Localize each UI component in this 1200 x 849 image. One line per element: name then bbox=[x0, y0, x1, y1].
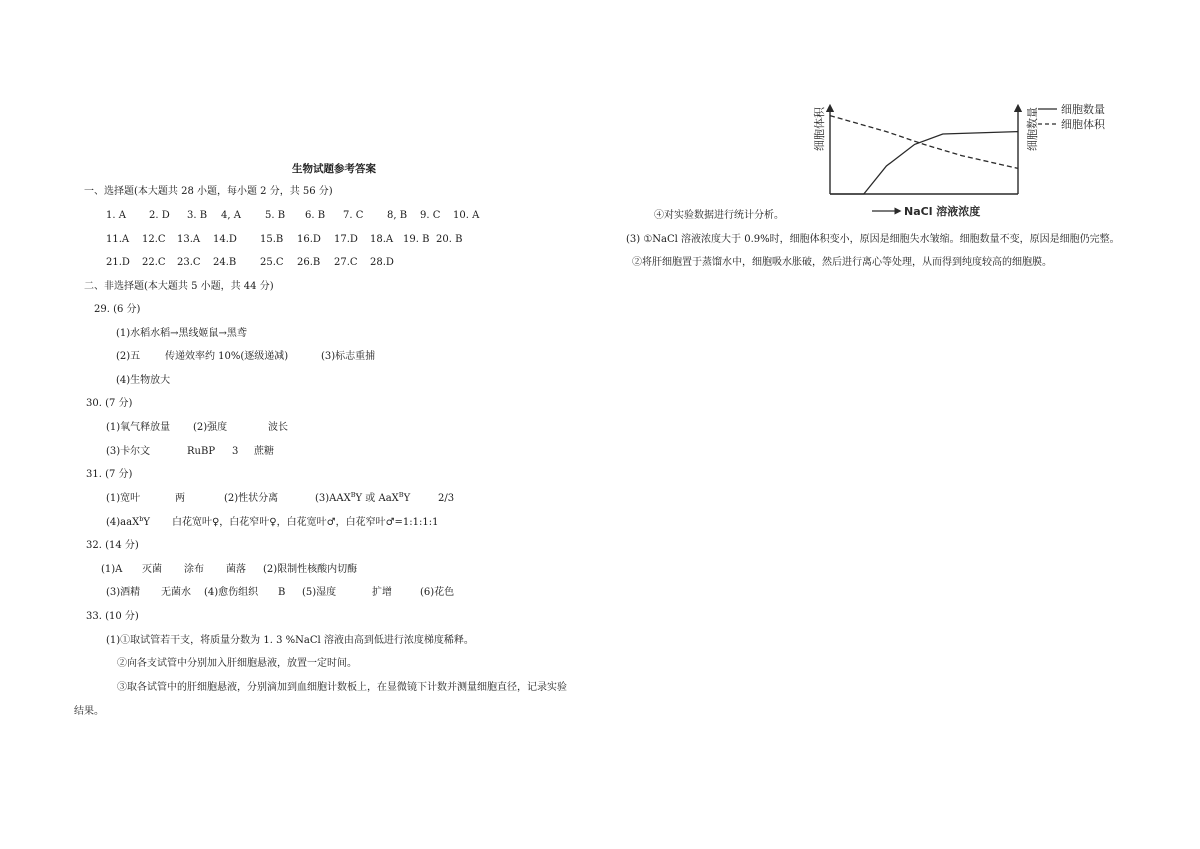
q32-line2-d: B bbox=[278, 587, 286, 598]
mc-answer: 22.C bbox=[142, 257, 166, 268]
q29-line2-b: 传递效率约 10%(逐级递减) bbox=[165, 351, 289, 362]
series-cell-count-line bbox=[830, 132, 1018, 194]
mc-answer: 20. B bbox=[436, 234, 463, 245]
mc-answer: 13.A bbox=[177, 234, 201, 245]
section1-heading: 一、选择题(本大题共 28 小题，每小题 2 分，共 56 分) bbox=[84, 186, 333, 197]
mc-answer: 14.D bbox=[213, 234, 237, 245]
q29-line2-c: (3)标志重捕 bbox=[321, 351, 376, 362]
q32-head: 32. (14 分) bbox=[86, 540, 139, 551]
q33-line4: 结果。 bbox=[74, 706, 104, 717]
nacl-chart bbox=[810, 96, 1150, 220]
mc-answer: 3. B bbox=[187, 210, 208, 221]
q30-line2-a: (3)卡尔文 bbox=[106, 446, 151, 457]
mc-answer: 23.C bbox=[177, 257, 201, 268]
q32-line1-b: 灭菌 bbox=[142, 564, 162, 575]
mc-answer: 11.A bbox=[106, 234, 130, 245]
q30-line2-d: 蔗糖 bbox=[254, 446, 274, 457]
q32-line2-a: (3)酒精 bbox=[106, 587, 141, 598]
q32-line2-e: (5)湿度 bbox=[302, 587, 337, 598]
mc-answer: 7. C bbox=[343, 210, 364, 221]
q32-line2-f: 扩增 bbox=[372, 587, 392, 598]
mc-answer: 21.D bbox=[106, 257, 130, 268]
legend-cell-count: 细胞数量 bbox=[1061, 103, 1105, 116]
q32-line1-d: 菌落 bbox=[226, 564, 246, 575]
ylabel-right: 细胞数量 bbox=[1026, 107, 1039, 151]
mc-answer: 24.B bbox=[213, 257, 237, 268]
q31-head: 31. (7 分) bbox=[86, 469, 133, 480]
q33-line7: ②将肝细胞置于蒸馏水中，细胞吸水胀破，然后进行离心等处理，从而得到纯度较高的细胞膜。 bbox=[632, 257, 1052, 268]
q30-line1-a: (1)氧气释放量 bbox=[106, 422, 171, 433]
q30-line1-c: 波长 bbox=[268, 422, 288, 433]
page-title: 生物试题参考答案 bbox=[292, 163, 376, 175]
q33-line6: (3) ①NaCl 溶液浓度大于 0.9%时，细胞体积变小，原因是细胞失水皱缩。细胞数量不变，原因是细胞仍完整。 bbox=[626, 234, 1120, 245]
q30-line1-b: (2)强度 bbox=[193, 422, 228, 433]
q31-line1-a: (1)宽叶 bbox=[106, 493, 141, 504]
q33-line5: ④对实验数据进行统计分析。 bbox=[654, 210, 784, 221]
mc-answer: 10. A bbox=[453, 210, 480, 221]
xlabel: NaCl 溶液浓度 bbox=[904, 205, 981, 218]
mc-answer: 27.C bbox=[334, 257, 358, 268]
mc-answer: 15.B bbox=[260, 234, 284, 245]
q31-line2-a: (4)aaX$^b$Y bbox=[106, 515, 150, 528]
mc-answer: 17.D bbox=[334, 234, 358, 245]
q32-line1-c: 涂布 bbox=[184, 564, 204, 575]
mc-answer: 16.D bbox=[297, 234, 321, 245]
q30-line2-b: RuBP bbox=[187, 446, 216, 457]
q32-line2-c: (4)愈伤组织 bbox=[204, 587, 259, 598]
q31-line1-b: 两 bbox=[175, 493, 185, 504]
q30-head: 30. (7 分) bbox=[86, 398, 133, 409]
mc-answer: 6. B bbox=[305, 210, 326, 221]
q32-line2-g: (6)花色 bbox=[420, 587, 455, 598]
mc-answer: 12.C bbox=[142, 234, 166, 245]
q29-head: 29. (6 分) bbox=[94, 304, 141, 315]
ylabel-left: 细胞体积 bbox=[813, 107, 826, 151]
q33-line3: ③取各试管中的肝细胞悬液，分别滴加到血细胞计数板上，在显微镜下计数并测量细胞直径，记录实验 bbox=[117, 682, 567, 693]
q29-line1: (1)水稻水稻→黑线姬鼠→黑鸢 bbox=[116, 328, 247, 339]
q31-line1-c: (2)性状分离 bbox=[224, 493, 279, 504]
mc-answer: 4, A bbox=[221, 210, 241, 221]
mc-answer: 18.A bbox=[370, 234, 394, 245]
legend-cell-volume: 细胞体积 bbox=[1061, 118, 1105, 131]
q33-head: 33. (10 分) bbox=[86, 611, 139, 622]
mc-answer: 5. B bbox=[265, 210, 286, 221]
mc-answer: 26.B bbox=[297, 257, 321, 268]
series-cell-volume-line bbox=[830, 116, 1018, 169]
q33-line2: ②向各支试管中分别加入肝细胞悬液，放置一定时间。 bbox=[117, 658, 357, 669]
mc-answer: 9. C bbox=[420, 210, 441, 221]
q29-line2-a: (2)五 bbox=[116, 351, 141, 362]
section2-heading: 二、非选择题(本大题共 5 小题，共 44 分) bbox=[84, 281, 274, 292]
q31-line1-e: 2/3 bbox=[438, 493, 455, 504]
q32-line1-a: (1)A bbox=[101, 564, 123, 575]
q32-line2-b: 无菌水 bbox=[161, 587, 191, 598]
mc-answer: 25.C bbox=[260, 257, 284, 268]
q31-line1-d: $(3)AAX^BY$ 或 AaX$^B$Y bbox=[315, 491, 411, 504]
mc-answer: 28.D bbox=[370, 257, 394, 268]
q30-line2-c: 3 bbox=[232, 446, 239, 457]
q29-line3: (4)生物放大 bbox=[116, 375, 171, 386]
mc-answer: 8, B bbox=[387, 210, 408, 221]
mc-answer: 19. B bbox=[403, 234, 430, 245]
mc-answer: 2. D bbox=[149, 210, 170, 221]
q31-line2-b: 白花宽叶♀，白花窄叶♀，白花宽叶♂，白花窄叶♂=1:1:1:1 bbox=[172, 517, 439, 528]
mc-answer: 1. A bbox=[106, 210, 126, 221]
q32-line1-e: (2)限制性核酸内切酶 bbox=[263, 564, 358, 575]
q33-line1: (1)①取试管若干支，将质量分数为 1. 3 %NaCl 溶液由高到低进行浓度梯度稀释。 bbox=[106, 635, 474, 646]
